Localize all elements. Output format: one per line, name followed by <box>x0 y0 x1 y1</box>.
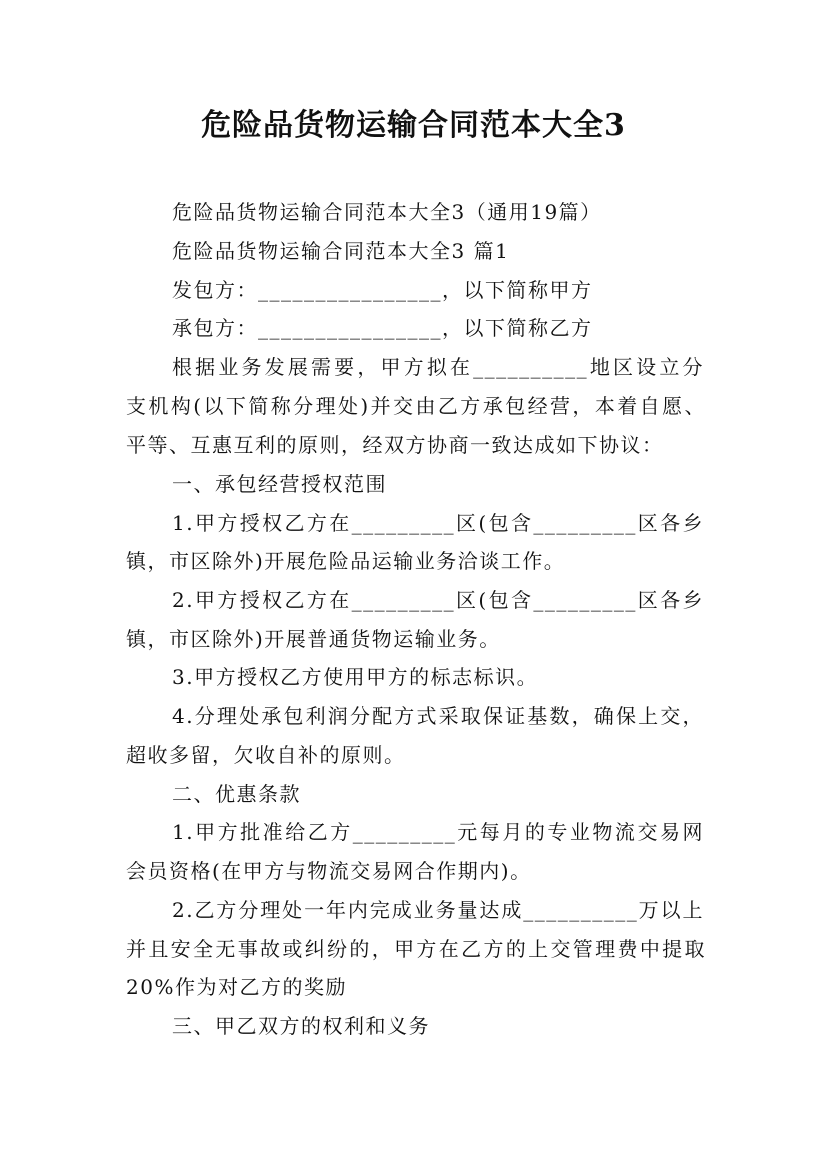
paragraph-line: 2.甲方授权乙方在_________区(包含_________区各乡 <box>172 588 704 612</box>
paragraph-line: 4.分理处承包利润分配方式采取保证基数，确保上交， <box>172 704 704 728</box>
paragraph-line: 会员资格(在甲方与物流交易网合作期内)。 <box>126 859 532 883</box>
paragraph-line: 1.甲方授权乙方在_________区(包含_________区各乡 <box>172 511 704 535</box>
paragraph-line: 20%作为对乙方的奖励 <box>126 975 347 999</box>
party-b-line: 承包方：________________，以下简称乙方 <box>172 316 593 340</box>
party-a-line: 发包方：________________，以下简称甲方 <box>172 278 593 302</box>
paragraph-line: 平等、互惠互利的原则，经双方协商一致达成如下协议： <box>126 433 664 457</box>
paragraph-line: 镇，市区除外)开展普通货物运输业务。 <box>126 627 501 651</box>
section-heading-line: 二、优惠条款 <box>172 782 301 806</box>
paragraph-line: 支机构(以下简称分理处)并交由乙方承包经营，本着自愿、 <box>126 394 706 418</box>
paragraph-line: 镇，市区除外)开展危险品运输业务洽谈工作。 <box>126 549 566 573</box>
paragraph-line: 2.乙方分理处一年内完成业务量达成__________万以上 <box>172 898 704 922</box>
section-heading-line: 危险品货物运输合同范本大全3 篇1 <box>172 239 510 263</box>
paragraph-line: 3.甲方授权乙方使用甲方的标志标识。 <box>172 665 539 689</box>
document-title: 危险品货物运输合同范本大全3 <box>201 108 626 143</box>
section-heading-line: 三、甲乙双方的权利和义务 <box>172 1014 430 1038</box>
section-heading-line: 一、承包经营授权范围 <box>172 472 387 496</box>
subtitle-line: 危险品货物运输合同范本大全3（通用19篇） <box>172 200 602 224</box>
paragraph-line: 根据业务发展需要，甲方拟在__________地区设立分 <box>172 355 704 379</box>
paragraph-line: 并且安全无事故或纠纷的，甲方在乙方的上交管理费中提取 <box>126 937 706 961</box>
paragraph-line: 超收多留，欠收自补的原则。 <box>126 743 406 767</box>
paragraph-line: 1.甲方批准给乙方_________元每月的专业物流交易网 <box>172 820 704 844</box>
